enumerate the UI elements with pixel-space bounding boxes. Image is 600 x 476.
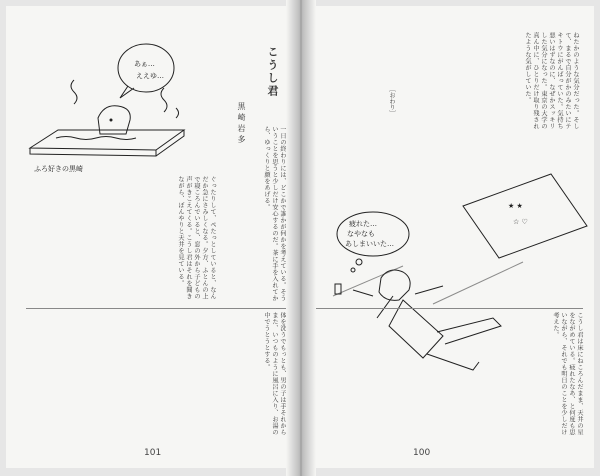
section-divider — [26, 308, 286, 309]
page-number-100: 100 — [413, 448, 431, 458]
ceiling-poster — [463, 174, 587, 258]
thought-line-1: 疲れた… — [349, 220, 377, 228]
page-101 — [6, 6, 297, 468]
book-gutter — [286, 0, 316, 476]
speech-line-1: あぁ… — [134, 60, 155, 68]
body-text-bottom: こうし君は床にねころんだまま、天井の星をながめている。疲れたなあ、と何度も思いながら、それでも明日のことを少しだけ考えた。 — [552, 312, 583, 436]
svg-text:★ ★: ★ ★ — [508, 202, 523, 210]
bath-illustration — [16, 26, 196, 176]
speech-bubble — [118, 44, 174, 92]
body-text-bottom: 体を洗うでもっとも、男の子は手それからまた、いつものように風呂に入り、お湯の中でうとうとする。 — [263, 312, 286, 436]
story-title: こうし君 — [266, 46, 279, 98]
body-text-middle: 一日の終わりには、どこかで誰かが何かを考えている。そういうことを思うと少しだけ安心するのだ。茶に手を入れてから、ゆっくりと顔をあげる。 — [263, 126, 286, 302]
illustration-caption: ふろ好きの黒崎 — [34, 165, 83, 173]
section-divider — [313, 308, 583, 309]
page-100 — [303, 6, 594, 468]
author-name: 黒崎岩多 — [237, 102, 246, 146]
page-number-101: 101 — [144, 448, 162, 458]
body-text-top: ぐったりして、ぺたっとしていると、なんだか急にさみしくなる。夕方、ふとんの上で寝ころんでいると、窓の外から子どもの声がきこえてくる。こうし君はそれを聞きながら、ぼんやりと天井を見ている。 — [177, 176, 216, 300]
thought-line-2: なやなも — [347, 230, 375, 238]
bathtub — [30, 130, 184, 150]
end-tag: ［おわり］ — [388, 86, 395, 116]
speech-line-2: ええゆ… — [136, 72, 164, 80]
thought-line-3: あしまいいた… — [345, 240, 394, 248]
svg-text:☆ ♡: ☆ ♡ — [513, 218, 528, 226]
body-text-top: ねたかのような気分だった。そして、まるで自分がかのみたいにテキトウにがんばっていた。気持ち悪いはずなのに、なぜかスッキリした気分になった。東京の大学の真ん中に、ひとりだけ取り残されたような気がしていた。 — [524, 32, 579, 130]
